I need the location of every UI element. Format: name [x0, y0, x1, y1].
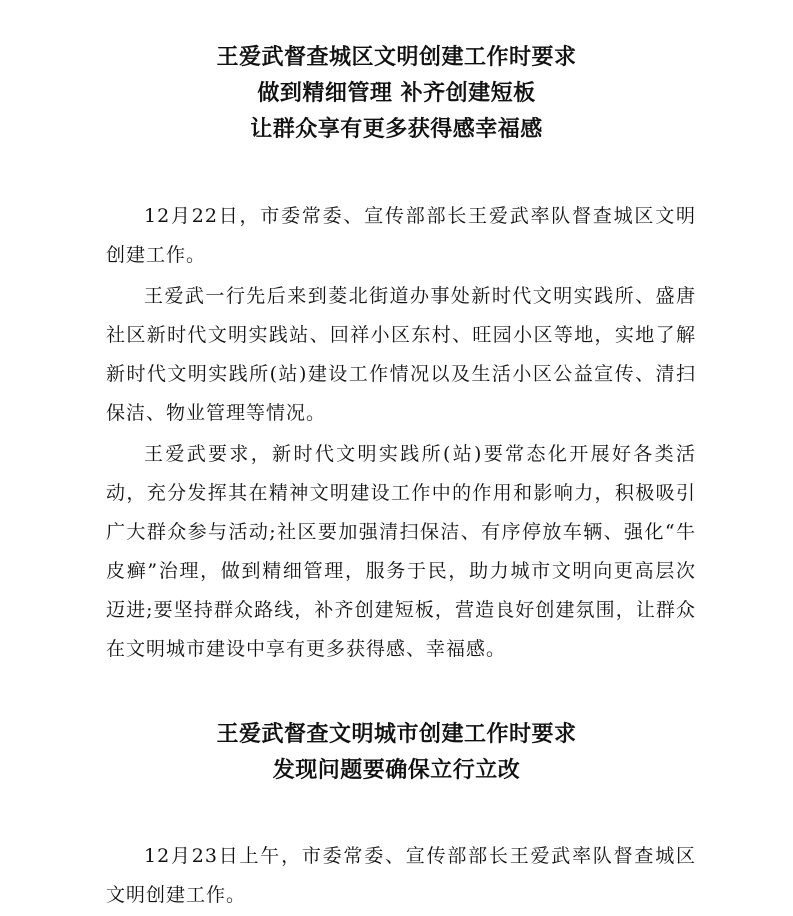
article-body-2: [106, 837, 696, 915]
article-1-paragraph-1: 12月22日，市委常委、宣传部部长王爱武率队督查城区文明创建工作。: [106, 205, 696, 266]
article-2-paragraph-1: 12月23日上午，市委常委、宣传部部长王爱武率队督查城区文明创建工作。: [106, 845, 696, 906]
headline-1-line-1: 王爱武督查城区文明创建工作时要求: [216, 45, 577, 70]
article-headline-1: [100, 40, 693, 148]
headline-1-line-3: 让群众享有更多获得感幸福感: [250, 117, 543, 142]
article-body-1: [106, 197, 696, 669]
article-1-paragraph-2: 王爱武一行先后来到菱北街道办事处新时代文明实践所、盛唐社区新时代文明实践站、回祥小区东村、旺园小区等地，实地了解新时代文明实践所(站)建设工作情况以及生活小区公益宣传、清扫保洁、物业管理等情况。: [106, 285, 696, 424]
article-1-paragraph-3: 王爱武要求，新时代文明实践所(站)要常态化开展好各类活动，充分发挥其在精神文明建设工作中的作用和影响力，积极吸引广大群众参与活动;社区要加强清扫保洁、有序停放车辆、强化“牛皮癣”治理，做到精细管理，服务于民，助力城市文明向更高层次迈进;要坚持群众路线，补齐创建短板，营造良好创建氛围，让群众在文明城市建设中享有更多获得感、幸福感。: [106, 443, 696, 660]
headline-1-line-2: 做到精细管理 补齐创建短板: [257, 81, 536, 106]
headline-2-line-2: 发现问题要确保立行立改: [272, 758, 521, 783]
headline-2-line-1: 王爱武督查文明城市创建工作时要求: [216, 722, 577, 747]
article-headline-2: [100, 717, 693, 789]
